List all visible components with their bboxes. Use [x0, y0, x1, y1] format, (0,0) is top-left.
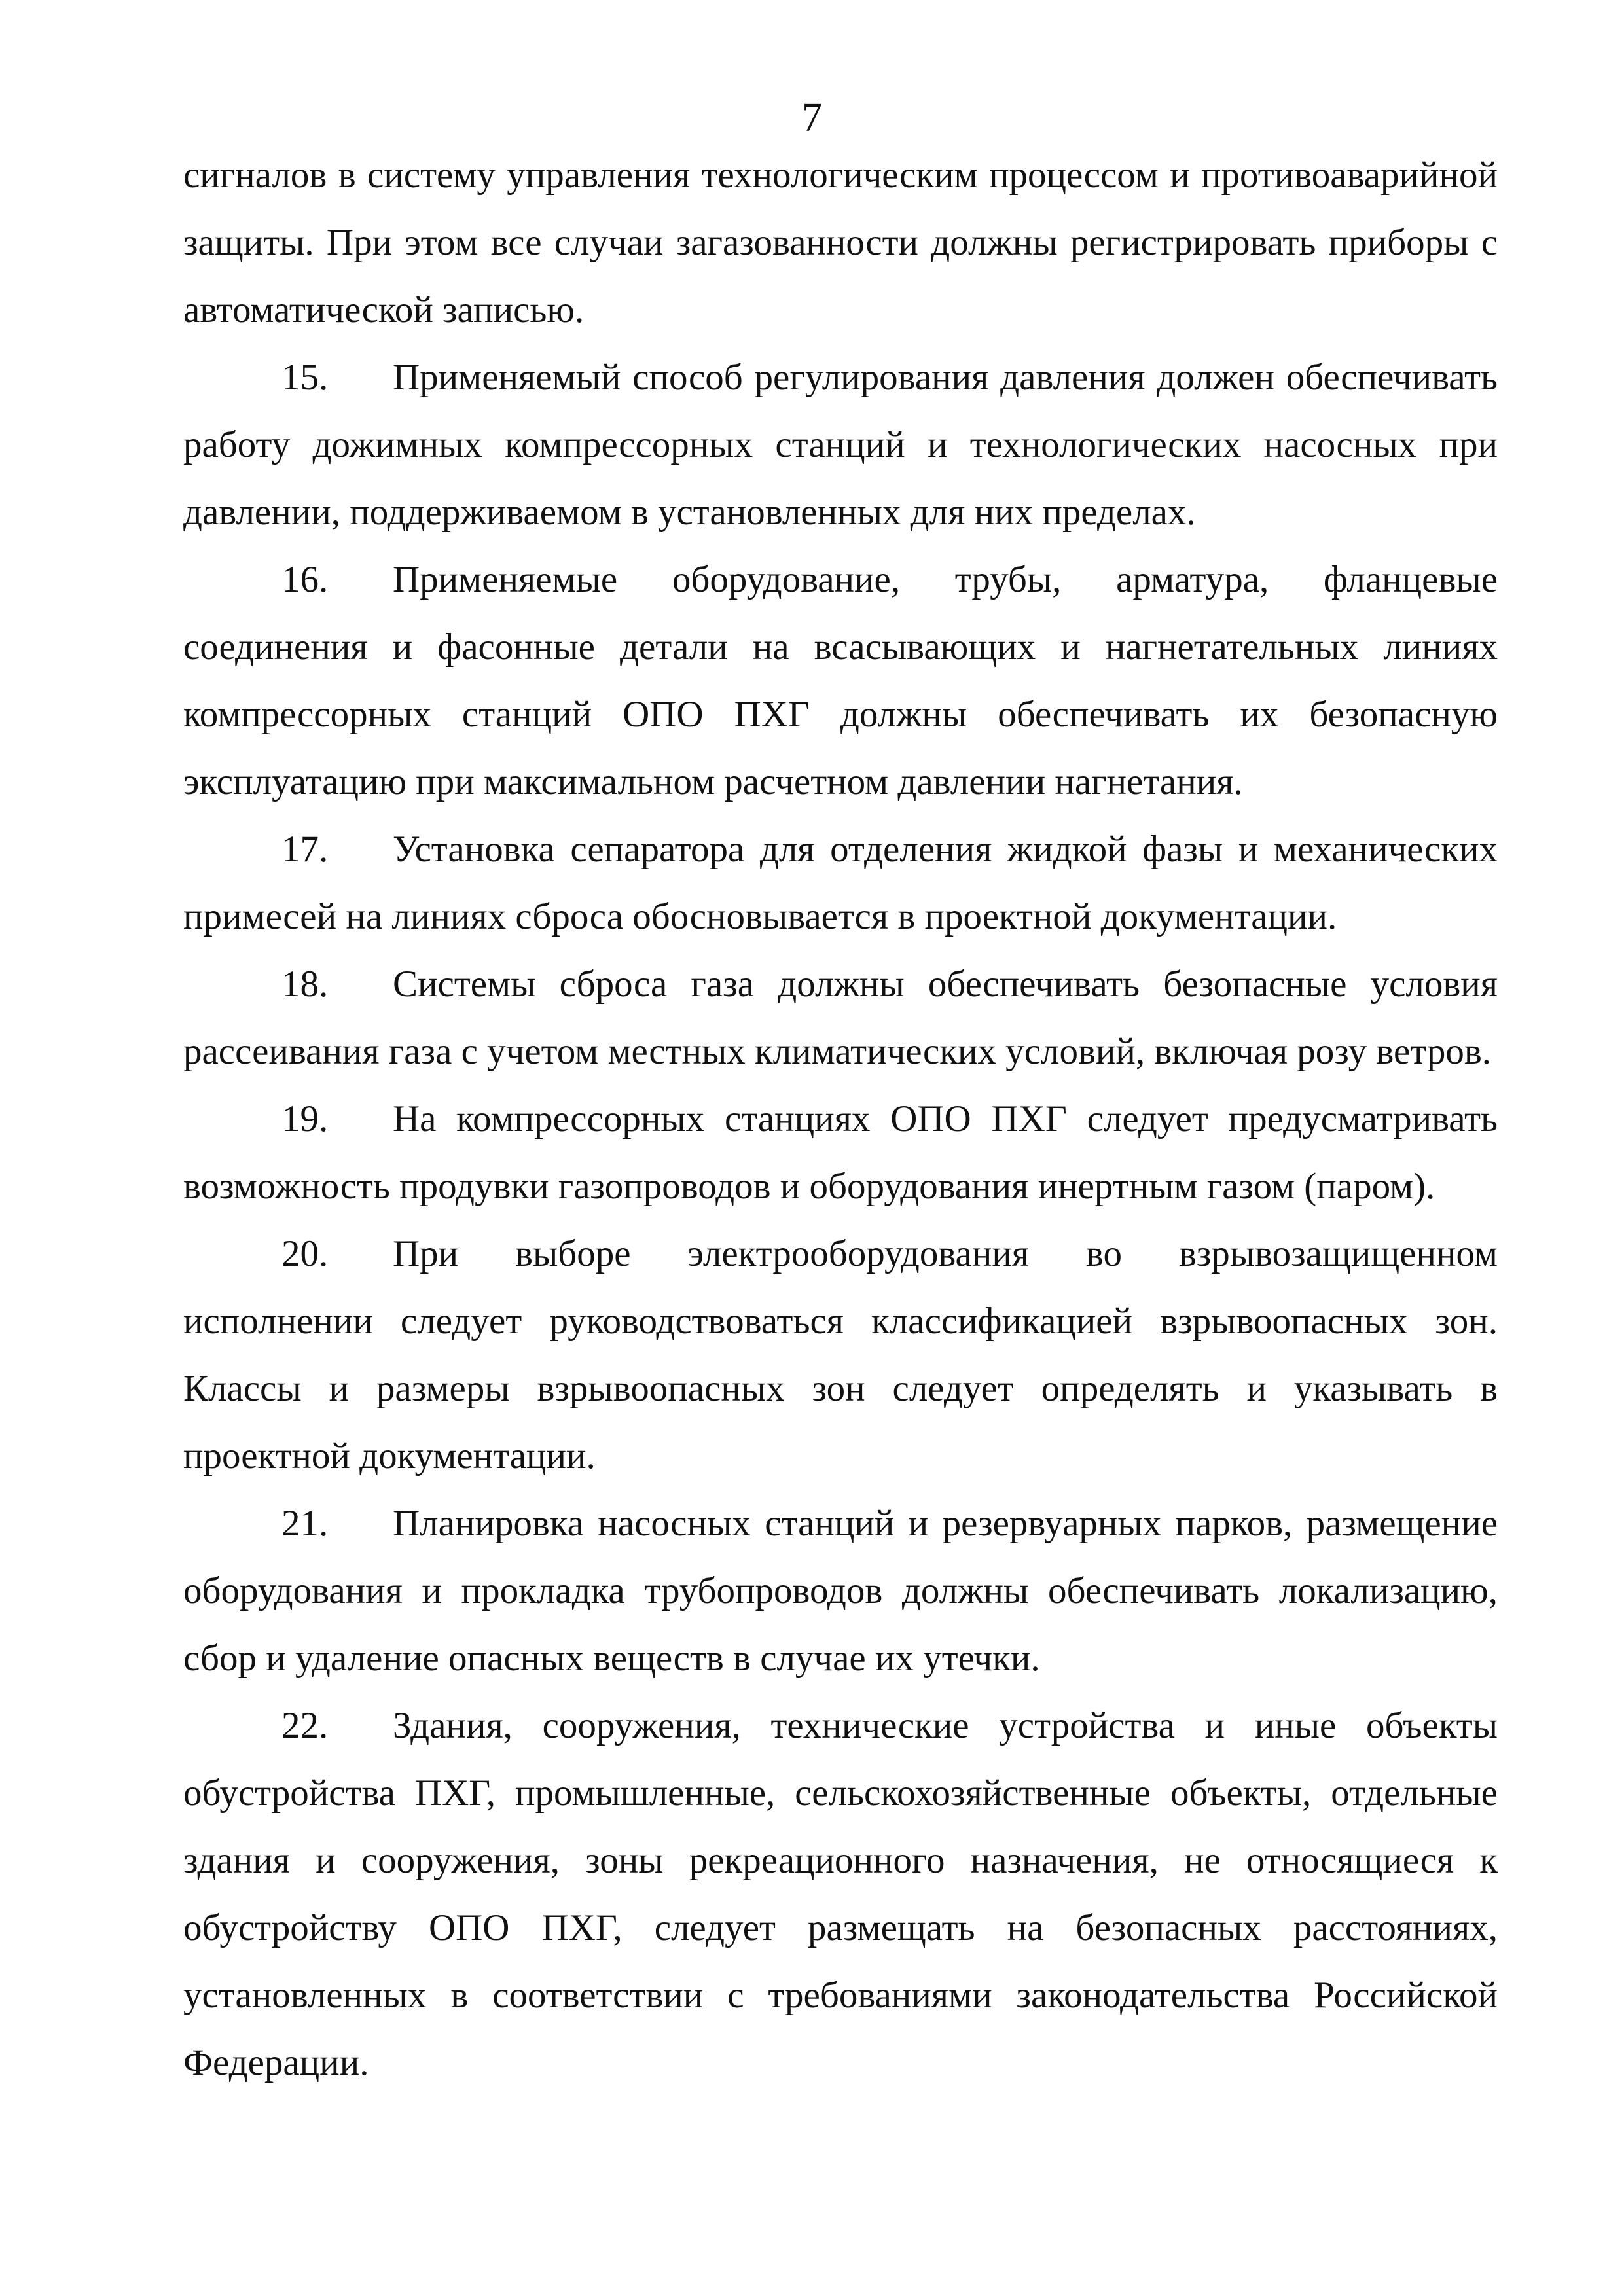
paragraph-text: Системы сброса газа должны обеспечивать безопасные условия рассеивания газа с учетом местных климатических условий, включая розу ветров. [183, 963, 1498, 1072]
paragraph-text: Применяемые оборудование, трубы, арматура, фланцевые соединения и фасонные детали на всасывающих и нагнетательных линиях компрессорных станций ОПО ПХГ должны обеспечивать их безопасную эксплуатацию при максимальном расчетном давлении нагнетания. [183, 559, 1498, 802]
paragraph-16 [183, 546, 1498, 816]
paragraph-15 [183, 344, 1498, 546]
paragraph-text: Планировка насосных станций и резервуарных парков, размещение оборудования и прокладка трубопроводов должны обеспечивать локализацию, сбор и удаление опасных веществ в случае их утечки. [183, 1503, 1498, 1679]
paragraph-number: 19. [281, 1098, 329, 1139]
paragraph-number: 22. [281, 1705, 329, 1746]
paragraph-17 [183, 816, 1498, 950]
paragraph-text: Установка сепаратора для отделения жидкой фазы и механических примесей на линиях сброса обосновывается в проектной документации. [183, 829, 1498, 937]
paragraph-text: При выборе электрооборудования во взрывозащищенном исполнении следует руководствоваться классификацией взрывоопасных зон. Классы и размеры взрывоопасных зон следует определять и указывать в проектной документации. [183, 1233, 1498, 1477]
paragraph-number: 21. [281, 1503, 329, 1544]
paragraph-22 [183, 1692, 1498, 2096]
document-body [183, 141, 1498, 2096]
paragraph-number: 17. [281, 829, 329, 870]
paragraph-number: 16. [281, 559, 329, 600]
paragraph-text: сигналов в систему управления технологическим процессом и противоаварийной защиты. При этом все случаи загазованности должны регистрировать приборы с автоматической записью. [183, 154, 1498, 331]
paragraph-number: 20. [281, 1233, 329, 1274]
paragraph-number: 15. [281, 357, 329, 398]
paragraph-19 [183, 1085, 1498, 1220]
page-number: 7 [802, 96, 822, 140]
paragraph-text: Применяемый способ регулирования давления должен обеспечивать работу дожимных компрессорных станций и технологических насосных при давлении, поддерживаемом в установленных для них пределах. [183, 357, 1498, 533]
paragraph-20 [183, 1220, 1498, 1490]
paragraph-21 [183, 1490, 1498, 1692]
paragraph-text: На компрессорных станциях ОПО ПХГ следует предусматривать возможность продувки газопроводов и оборудования инертным газом (паром). [183, 1098, 1498, 1207]
paragraph-text: Здания, сооружения, технические устройства и иные объекты обустройства ПХГ, промышленные, сельскохозяйственные объекты, отдельные здания и сооружения, зоны рекреационного назначения, не относящиеся к обустройству ОПО ПХГ, следует размещать на безопасных расстояниях, установленных в соответствии с требованиями законодательства Российской Федерации. [183, 1705, 1498, 2083]
paragraph-continued [183, 141, 1498, 344]
paragraph-number: 18. [281, 963, 329, 1005]
paragraph-18 [183, 950, 1498, 1085]
